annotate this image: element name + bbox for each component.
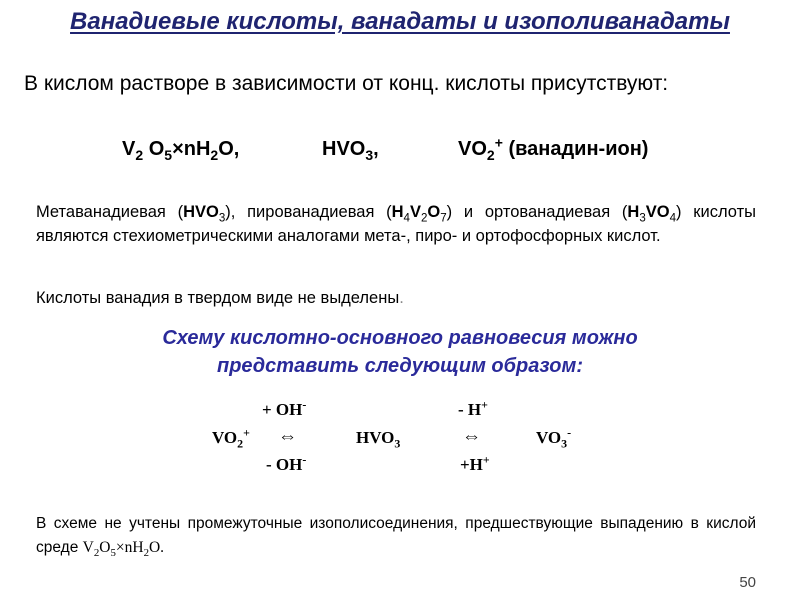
- scheme-heading-line2: представить следующим образом:: [217, 355, 583, 377]
- scheme-right-species: $VO_3^-$: [536, 425, 572, 451]
- intro-text: В кислом растворе в зависимости от конц. кислоты присутствуют:: [24, 72, 669, 95]
- scheme-right-arrow-icon: ⇔: [462, 426, 481, 447]
- solid-state-note: Кислоты ванадия в твердом виде не выделены.: [36, 289, 404, 307]
- scheme-heading: [0, 324, 800, 380]
- scheme-top-right: - H+: [458, 397, 488, 419]
- scheme-middle-species: $HVO_3$: [356, 428, 401, 451]
- scheme-left-arrow-icon: ⇔: [278, 426, 297, 447]
- scheme-bottom-right: +H+: [460, 452, 490, 474]
- formula-v2o5: $V_2$ $O_5\times nH_2O$,: [122, 138, 240, 163]
- slide-title: Ванадиевые кислоты, ванадаты и изополиванадаты: [70, 8, 730, 35]
- scheme-top-left: + OH-: [262, 397, 307, 419]
- formula-hvo3: $HVO_3$,: [322, 138, 379, 163]
- page-number: 50: [739, 574, 756, 591]
- scheme-left-species: $VO_2^+$: [212, 425, 250, 451]
- formula-vanadin-ion: $VO_2^+$ (ванадин-ион): [458, 134, 649, 163]
- acids-paragraph: Метаванадиевая $(HVO_3)$, пированадиевая $(H_4V_2O_7)$ и ортованадиевая $(H_3VO_4)$ кислоты являются стехиометрическими аналогами мета-, пиро- и ортофосфорных кислот.: [36, 203, 756, 245]
- footnote: В схеме не учтены промежуточные изополисоединения, предшествующие выпадению в кислой среде $V_2O_5\times nH_2O$.: [36, 515, 756, 560]
- scheme-bottom-left: - OH-: [266, 452, 307, 474]
- scheme-heading-line1: Схему кислотно-основного равновесия можно: [162, 327, 638, 349]
